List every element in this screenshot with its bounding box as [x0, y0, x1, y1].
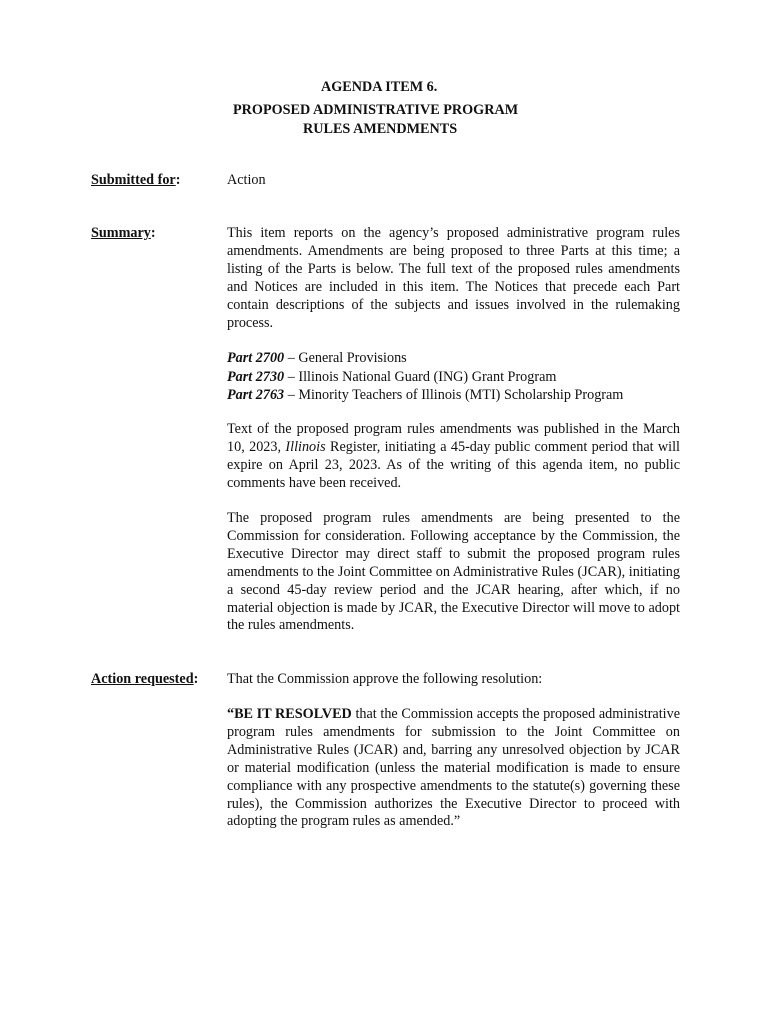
summary-paragraph-1: This item reports on the agency’s proposed administrative program rules amendments. Amendments are being proposed to three Parts at this time; a listing of the Parts is below. The full text of the proposed rules amendments and Notices are included in this item. The Notices that precede each Part contain descriptions of the subjects and issues involved in the rulemaking process. [227, 225, 680, 331]
submitted-for-value: Action [227, 172, 266, 188]
summary-label: Summary: [91, 225, 156, 241]
action-requested-label: Action requested: [91, 671, 199, 687]
resolution-paragraph: “BE IT RESOLVED that the Commission accepts the proposed administrative program rules amendments for submission to the Joint Committee on Administrative Rules (JCAR) and, barring any unresolved objection by JCAR or material modification (unless the material modification is made to ensure compliance with any prospective amendments to the statute(s) governing these rules), the Commission authorizes the Executive Director to proceed with adopting the program rules as amended.” [227, 706, 680, 830]
agenda-item-heading: AGENDA ITEM 6. [321, 79, 438, 95]
summary-paragraph-2: Text of the proposed program rules amendments was published in the March 10, 2023, Illinois Register, initiating a 45-day public comment period that will expire on April 23, 2023. As of the writing of this agenda item, no public comments have been received. [227, 421, 680, 491]
submitted-for-label: Submitted for: [91, 172, 181, 188]
list-item: Part 2730 – Illinois National Guard (ING) Grant Program [227, 368, 557, 385]
title-line-2: RULES AMENDMENTS [303, 121, 458, 137]
parts-list [227, 349, 623, 405]
list-item: Part 2700 – General Provisions [227, 350, 407, 366]
list-item: Part 2763 – Minority Teachers of Illinois (MTI) Scholarship Program [227, 387, 624, 403]
summary-paragraph-3: The proposed program rules amendments are being presented to the Commission for consideration. Following acceptance by the Commission, the Executive Director may direct staff to submit the proposed program rules amendments to the Joint Committee on Administrative Rules (JCAR), initiating a second 45-day review period and the JCAR hearing, after which, if no material objection is made by JCAR, the Executive Director will move to adopt the rules amendments. [227, 510, 680, 634]
action-requested-intro: That the Commission approve the following resolution: [227, 671, 543, 687]
title-line-1: PROPOSED ADMINISTRATIVE PROGRAM [233, 102, 519, 118]
